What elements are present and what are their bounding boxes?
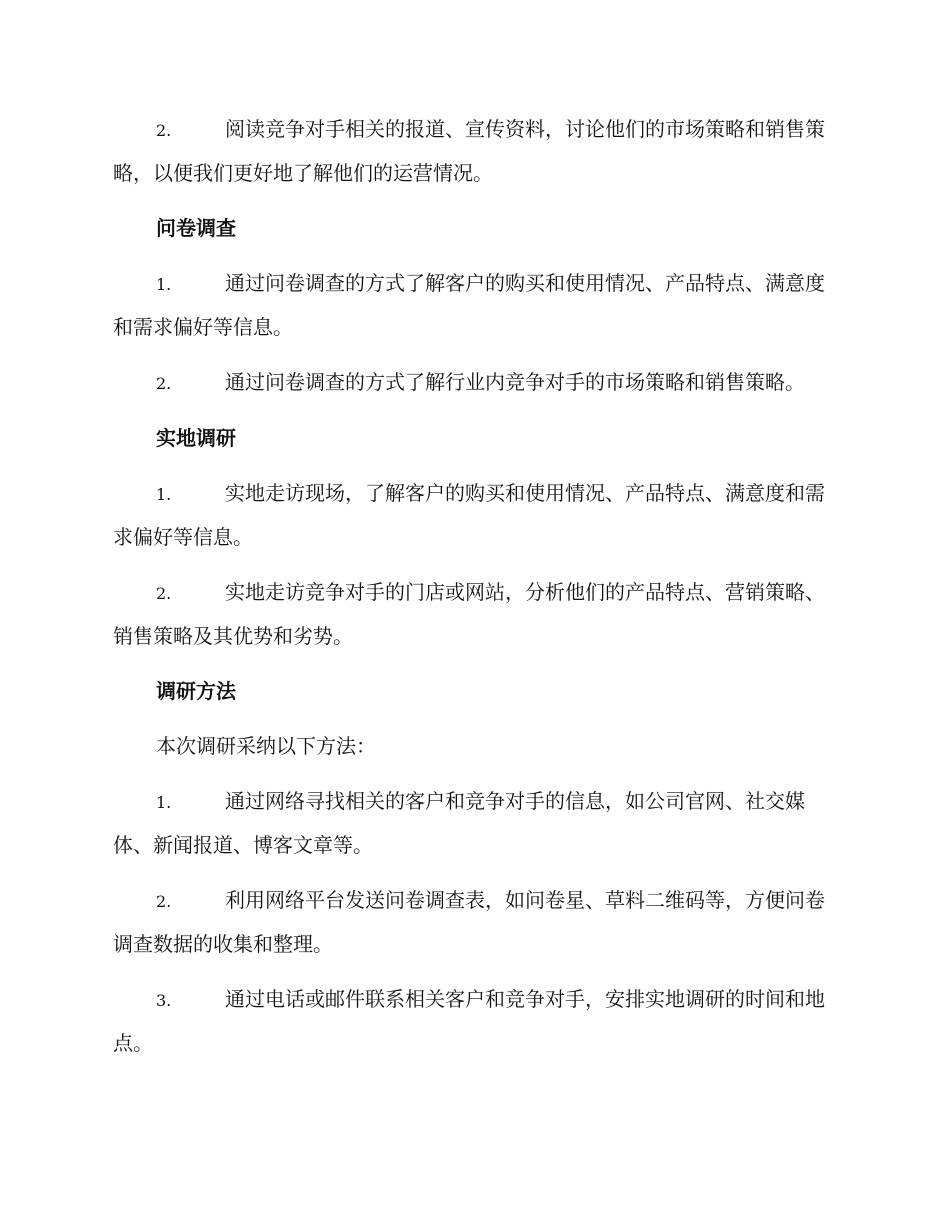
list-item-text: 利用网络平台发送问卷调查表，如问卷星、草料二维码等，方便问卷调查数据的收集和整理。: [113, 888, 825, 956]
list-item-text: 实地走访竞争对手的门店或网站，分析他们的产品特点、营销策略、销售策略及其优势和劣势。: [113, 580, 825, 648]
list-item: [113, 780, 835, 867]
list-item: [113, 472, 835, 559]
list-item-number: 1.: [156, 485, 172, 504]
list-item-text: 通过问卷调查的方式了解行业内竞争对手的市场策略和销售策略。: [225, 370, 805, 394]
section-heading: 问卷调查: [156, 216, 236, 240]
list-item: [113, 978, 835, 1065]
document-body: [113, 108, 835, 1077]
list-item-number: 2.: [156, 584, 172, 603]
list-item: [113, 879, 835, 966]
list-item-text: 实地走访现场，了解客户的购买和使用情况、产品特点、满意度和需求偏好等信息。: [113, 481, 825, 549]
list-item-number: 3.: [156, 991, 172, 1010]
list-item-number: 1.: [156, 793, 172, 812]
list-item: [113, 571, 835, 658]
list-item-number: 2.: [156, 374, 172, 393]
list-item: [113, 361, 835, 405]
list-item-text: 通过问卷调查的方式了解客户的购买和使用情况、产品特点、满意度和需求偏好等信息。: [113, 271, 825, 339]
section-heading: 调研方法: [156, 679, 236, 703]
list-item: [113, 108, 835, 195]
list-item-text: 阅读竞争对手相关的报道、宣传资料，讨论他们的市场策略和销售策略，以便我们更好地了解他们的运营情况。: [113, 117, 825, 185]
section-heading: 实地调研: [156, 426, 236, 450]
list-item: [113, 262, 835, 349]
list-item-text: 通过电话或邮件联系相关客户和竞争对手，安排实地调研的时间和地点。: [113, 987, 825, 1055]
list-item-text: 通过网络寻找相关的客户和竞争对手的信息，如公司官网、社交媒体、新闻报道、博客文章等。: [113, 789, 805, 857]
list-item-number: 1.: [156, 275, 172, 294]
list-item-number: 2.: [156, 121, 172, 140]
list-item-number: 2.: [156, 892, 172, 911]
paragraph: 本次调研采纳以下方法：: [156, 734, 376, 758]
